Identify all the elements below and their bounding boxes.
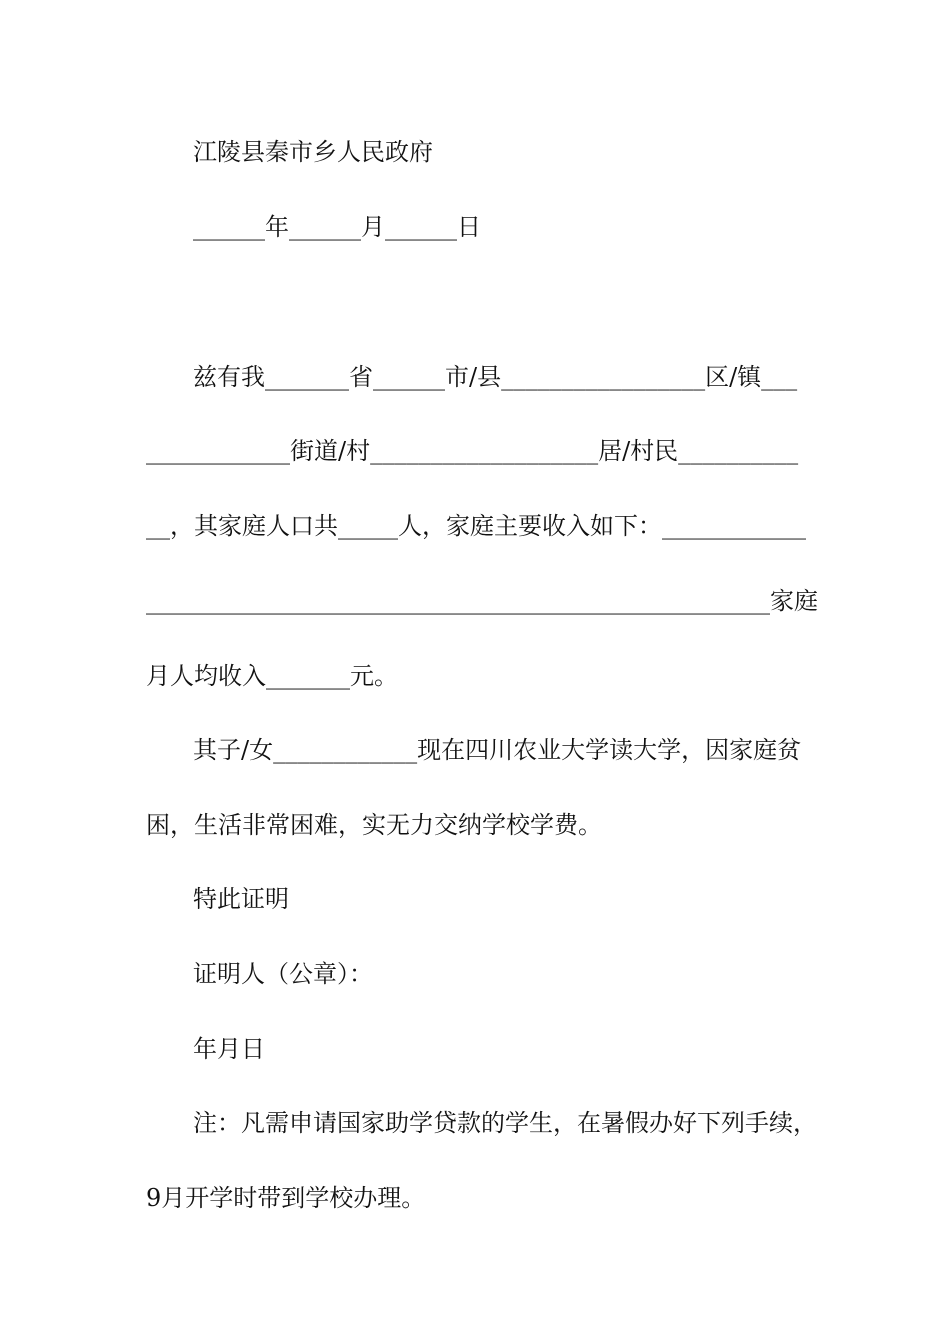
body-line-5: 月人均收入_______元。: [146, 662, 398, 690]
sign-date: 年月日: [193, 1035, 265, 1063]
body-line-4: ____________________________________________________家庭: [146, 587, 818, 615]
issuer-name: 江陵县秦市乡人民政府: [193, 138, 433, 166]
note-line-2: 9月开学时带到学校办理。: [146, 1184, 426, 1212]
body-line-7: 困，生活非常困难，实无力交纳学校学费。: [146, 811, 602, 839]
body-line-1: 兹有我_______省______市/县_________________区/镇___: [193, 363, 798, 391]
body-line-6: 其子/女____________现在四川农业大学读大学，因家庭贫: [193, 736, 802, 764]
closing-statement: 特此证明: [193, 885, 289, 913]
certifier-label: 证明人（公章）：: [193, 960, 373, 988]
issue-date: ______年______月______日: [193, 213, 481, 241]
body-line-2: ____________街道/村___________________居/村民__________: [146, 437, 799, 465]
body-line-3: __，其家庭人口共_____人，家庭主要收入如下：____________: [146, 512, 806, 540]
note-line-1: 注：凡需申请国家助学贷款的学生，在暑假办好下列手续，: [193, 1109, 817, 1137]
